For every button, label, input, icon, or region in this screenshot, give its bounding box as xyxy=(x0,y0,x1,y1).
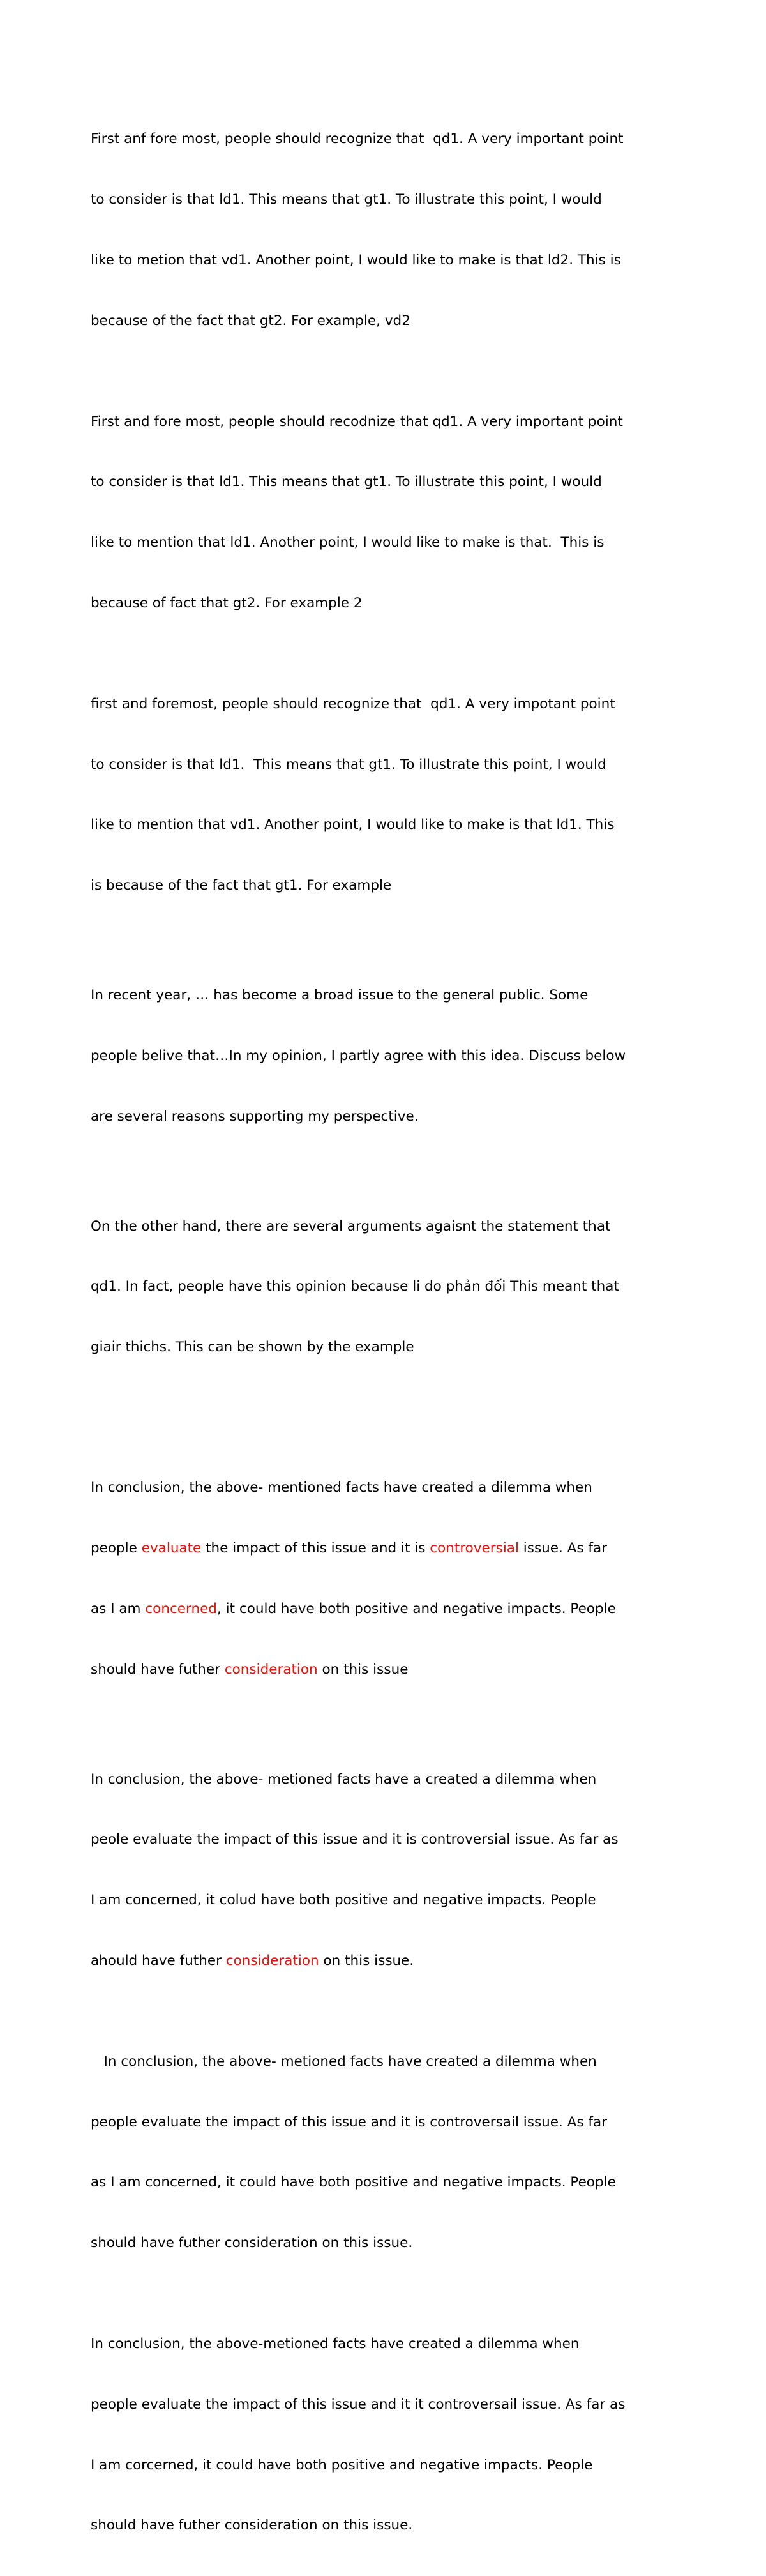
body-paragraph-draft-3 xyxy=(91,654,684,936)
highlighted-word: controversial xyxy=(430,1540,519,1556)
text-run: ahould have futher xyxy=(91,1952,226,1969)
text-line: giair thichs. This can be shown by the example xyxy=(91,1339,414,1356)
text-line: should have futher consideration on this issue. xyxy=(91,2517,413,2534)
text-line xyxy=(91,1599,684,1619)
text-line xyxy=(91,1538,684,1559)
text-line xyxy=(91,1951,684,1971)
text-line: In conclusion, the above- metioned facts have a created a dilemma when xyxy=(91,1771,597,1787)
text-line: On the other hand, there are several arguments agaisnt the statement that xyxy=(91,1218,611,1234)
text-line: In recent year, … has become a broad issue to the general public. Some xyxy=(91,987,589,1004)
counter-argument-paragraph xyxy=(91,1176,684,1398)
text-line: In conclusion, the above- metioned facts have created a dilemma when xyxy=(91,2053,597,2070)
text-run: the impact of this issue and it is xyxy=(201,1540,430,1556)
highlighted-word: evaluate xyxy=(141,1540,202,1556)
text-run: on this issue. xyxy=(319,1952,414,1969)
conclusion-paragraph-1 xyxy=(91,1437,684,1720)
text-run: on this issue xyxy=(317,1661,409,1678)
text-line: In conclusion, the above- mentioned facts have created a dilemma when xyxy=(91,1480,592,1496)
conclusion-paragraph-4 xyxy=(91,2294,684,2576)
body-paragraph-draft-2 xyxy=(91,371,684,653)
text-line: like to mention that ld1. Another point, I would like to make is that. This is xyxy=(91,534,605,551)
highlighted-word: consideration xyxy=(225,1952,319,1969)
text-run: , it could have both positive and negative impacts. People xyxy=(216,1600,616,1617)
text-line: because of the fact that gt2. For example, vd2 xyxy=(91,312,410,329)
text-line xyxy=(91,1660,684,1680)
text-line: to consider is that ld1. This means that gt1. To illustrate this point, I would xyxy=(91,191,602,208)
text-run: should have futher xyxy=(91,1661,225,1678)
text-line: like to mention that vd1. Another point, I would like to make is that ld1. This xyxy=(91,817,615,833)
text-line: to consider is that ld1. This means that gt1. To illustrate this point, I would xyxy=(91,474,602,490)
conclusion-paragraph-2 xyxy=(91,1729,684,2011)
text-line: like to metion that vd1. Another point, I would like to make is that ld2. This is xyxy=(91,252,621,268)
intro-paragraph xyxy=(91,945,684,1167)
text-line: First and fore most, people should recodnize that qd1. A very important point xyxy=(91,413,623,430)
text-run: as I am xyxy=(91,1600,146,1617)
text-line: is because of the fact that gt1. For example xyxy=(91,877,392,894)
text-line: as I am concerned, it could have both positive and negative impacts. People xyxy=(91,2174,616,2191)
text-line: first and foremost, people should recognize that qd1. A very impotant point xyxy=(91,695,615,712)
text-run: people xyxy=(91,1540,142,1556)
text-line: In conclusion, the above-metioned facts have created a dilemma when xyxy=(91,2336,580,2352)
text-line: I am corcerned, it could have both positive and negative impacts. People xyxy=(91,2457,593,2473)
text-line: to consider is that ld1. This means that gt1. To illustrate this point, I would xyxy=(91,756,606,773)
text-line: are several reasons supporting my perspective. xyxy=(91,1108,419,1125)
text-line: First anf fore most, people should recognize that qd1. A very important point xyxy=(91,131,624,148)
highlighted-word: concerned xyxy=(145,1600,217,1617)
text-line: people evaluate the impact of this issue and it is controversail issue. As far xyxy=(91,2114,607,2130)
conclusion-paragraph-3 xyxy=(91,2012,684,2294)
text-run: issue. As far xyxy=(518,1540,608,1556)
text-line: qd1. In fact, people have this opinion because li do phản đối This meant that xyxy=(91,1278,619,1295)
text-line: peole evaluate the impact of this issue and it is controversial issue. As far as xyxy=(91,1831,619,1848)
text-line: people evaluate the impact of this issue and it it controversail issue. As far as xyxy=(91,2396,626,2413)
body-paragraph-draft-1 xyxy=(91,89,684,371)
text-line: I am concerned, it colud have both positive and negative impacts. People xyxy=(91,1892,596,1909)
text-line: should have futher consideration on this issue. xyxy=(91,2235,413,2252)
document-page xyxy=(91,89,684,2576)
highlighted-word: consideration xyxy=(224,1661,318,1678)
text-line: because of fact that gt2. For example 2 xyxy=(91,595,363,611)
text-line: people belive that…In my opinion, I partly agree with this idea. Discuss below xyxy=(91,1047,626,1064)
